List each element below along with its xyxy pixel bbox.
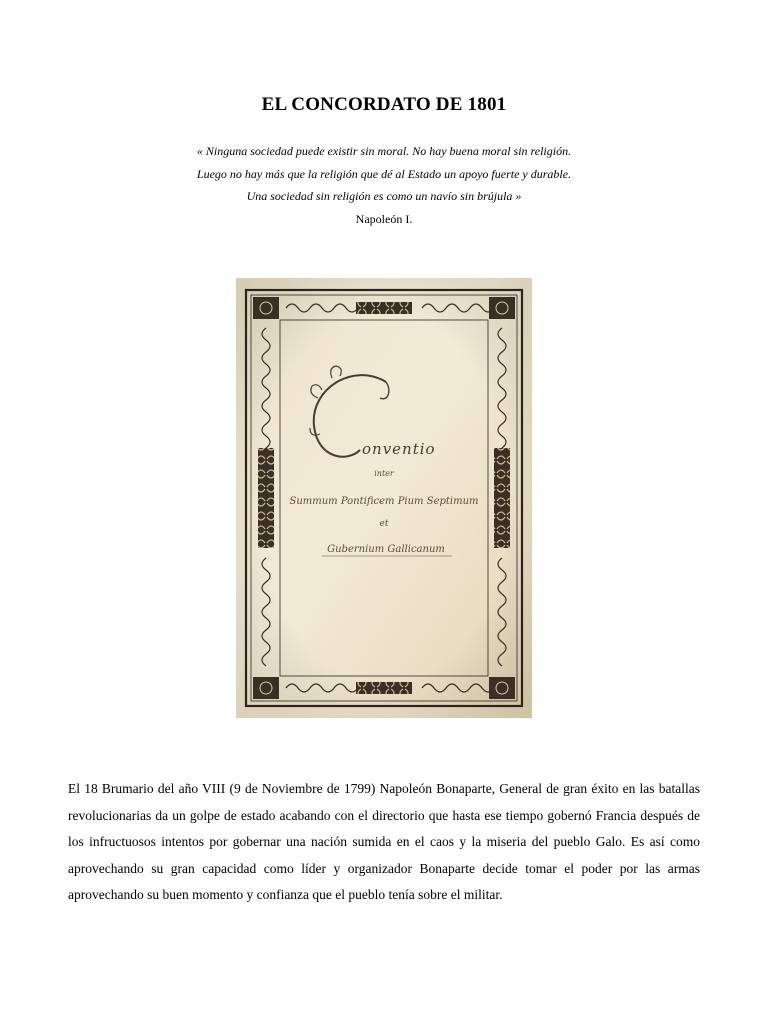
manuscript-line: onventio: [362, 440, 436, 458]
epigraph-attribution: Napoleón I.: [355, 211, 413, 226]
braid-panel-bottom: [356, 682, 412, 694]
braid-panel-top: [356, 302, 412, 314]
manuscript-line: Summum Pontificem Pium Septimum: [289, 496, 479, 507]
page-title: EL CONCORDATO DE 1801: [261, 94, 507, 115]
epigraph-line: « Ninguna sociedad puede existir sin moral. No hay buena moral sin religión.: [196, 144, 572, 158]
epigraph-line: Luego no hay más que la religión que dé al Estado un apoyo fuerte y durable.: [196, 166, 572, 181]
manuscript-line: et: [379, 519, 389, 529]
manuscript-line: inter: [374, 469, 394, 478]
epigraph: [0, 140, 768, 230]
epigraph-line: Una sociedad sin religión es como un navío sin brújula »: [246, 189, 522, 203]
manuscript-line: Gubernium Gallicanum: [327, 544, 445, 555]
manuscript-image: [236, 278, 532, 718]
braid-panel-right: [494, 448, 510, 548]
braid-panel-left: [258, 448, 274, 548]
body-paragraph: El 18 Brumario del año VIII (9 de Noviembre de 1799) Napoleón Bonaparte, General de gran éxito en las batallas revolucionarias da un golpe de estado acabando con el directorio que hasta ese tiempo gobernó Francia después de los infructuosos intentos por gobernar una nación sumida en el caos y la miseria del pueblo Galo. Es así como aprovechando su gran capacidad como líder y organizador Bonaparte decide tomar el poder por las armas aprovechando su buen momento y confianza que el pueblo tenía sobre el militar.: [68, 781, 700, 903]
